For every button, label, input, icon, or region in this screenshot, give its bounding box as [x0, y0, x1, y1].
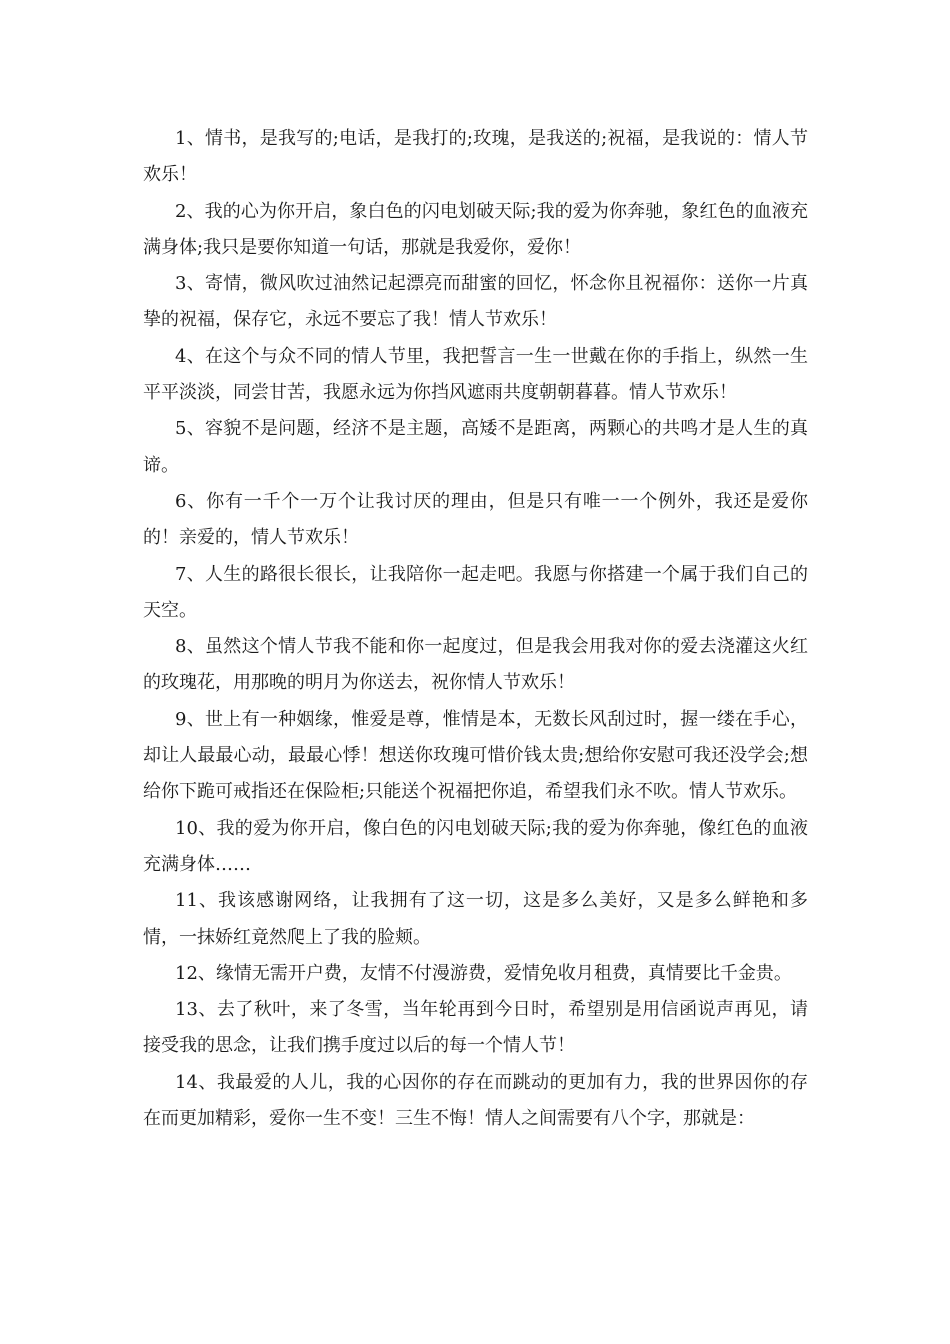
paragraph-3: 3、寄情，微风吹过油然记起漂亮而甜蜜的回忆，怀念你且祝福你：送你一片真挚的祝福，保存它，永远不要忘了我！情人节欢乐！ — [143, 273, 808, 331]
paragraph-5: 5、容貌不是问题，经济不是主题，高矮不是距离，两颗心的共鸣才是人生的真谛。 — [143, 418, 808, 476]
paragraph-2: 2、我的心为你开启，象白色的闪电划破天际;我的爱为你奔驰，象红色的血液充满身体;我只是要你知道一句话，那就是我爱你，爱你！ — [143, 200, 808, 258]
paragraph-13: 13、去了秋叶，来了冬雪，当年轮再到今日时，希望别是用信函说声再见，请接受我的思念，让我们携手度过以后的每一个情人节！ — [143, 999, 808, 1057]
paragraph-11: 11、我该感谢网络，让我拥有了这一切，这是多么美好，又是多么鲜艳和多情，一抹娇红竟然爬上了我的脸颊。 — [143, 890, 808, 948]
paragraph-8: 8、虽然这个情人节我不能和你一起度过，但是我会用我对你的爱去浇灌这火红的玫瑰花，用那晚的明月为你送去，祝你情人节欢乐！ — [143, 636, 808, 694]
paragraph-1: 1、情书，是我写的;电话，是我打的;玫瑰，是我送的;祝福，是我说的：情人节欢乐！ — [143, 128, 808, 186]
paragraph-6: 6、你有一千个一万个让我讨厌的理由，但是只有唯一一个例外，我还是爱你的！亲爱的，情人节欢乐！ — [143, 490, 808, 549]
paragraph-9: 9、世上有一种姻缘，惟爱是尊，惟情是本，无数长风刮过时，握一缕在手心，却让人最最心动，最最心悸！想送你玫瑰可惜价钱太贵;想给你安慰可我还没学会;想给你下跪可戒指还在保险柜;只能送个祝福把你追，希望我们永不吹。情人节欢乐。 — [143, 708, 808, 803]
paragraph-14: 14、我最爱的人儿，我的心因你的存在而跳动的更加有力，我的世界因你的存在而更加精彩，爱你一生不变！三生不悔！情人之间需要有八个字，那就是： — [143, 1071, 808, 1130]
paragraph-12: 12、缘情无需开户费，友情不付漫游费，爱情免收月租费，真情要比千金贵。 — [175, 962, 792, 984]
paragraph-7: 7、人生的路很长很长，让我陪你一起走吧。我愿与你搭建一个属于我们自己的天空。 — [143, 563, 808, 621]
document-body — [143, 121, 808, 1137]
paragraph-10: 10、我的爱为你开启，像白色的闪电划破天际;我的爱为你奔驰，像红色的血液充满身体…… — [143, 817, 808, 875]
paragraph-4: 4、在这个与众不同的情人节里，我把誓言一生一世戴在你的手指上，纵然一生平平淡淡，同尝甘苦，我愿永远为你挡风遮雨共度朝朝暮暮。情人节欢乐！ — [143, 345, 808, 404]
